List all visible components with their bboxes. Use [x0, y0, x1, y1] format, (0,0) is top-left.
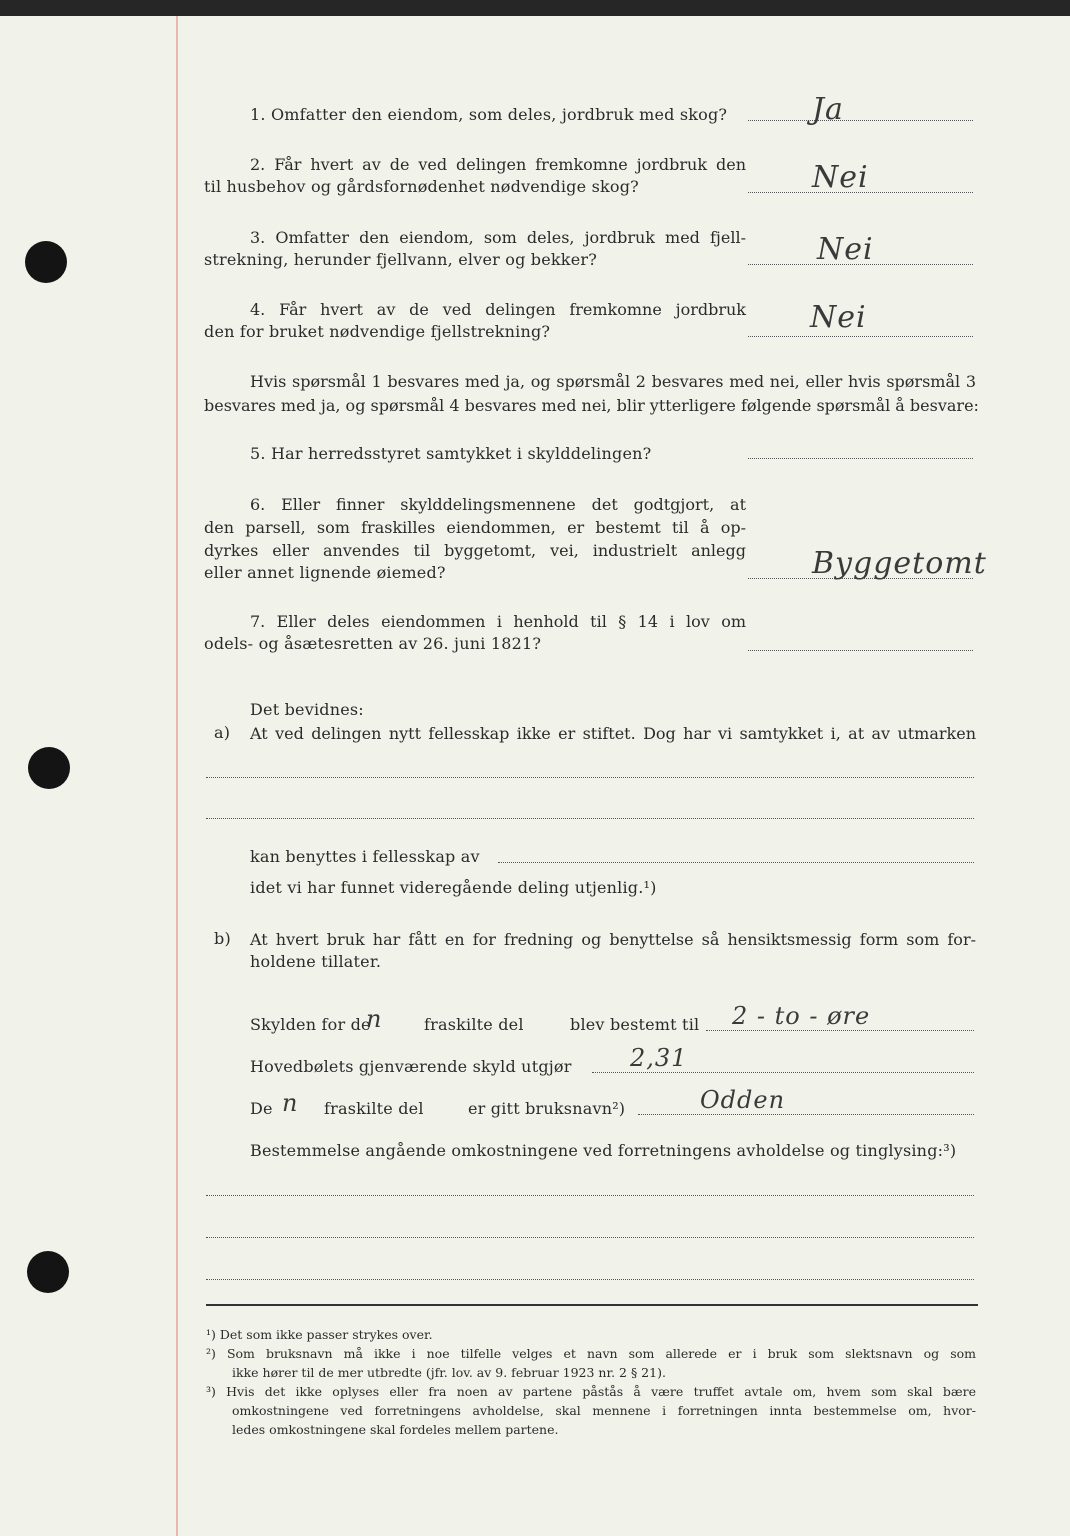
- footnote-1: ¹) Det som ikke passer strykes over.: [206, 1327, 433, 1342]
- answer-line-4: [748, 336, 973, 337]
- blank-line: [206, 1237, 974, 1238]
- bestemmelse-label: Bestemmelse angående omkostningene ved forretningens avholdelse og tinglysing:³): [250, 1141, 957, 1160]
- skyld-line: [706, 1030, 974, 1031]
- question-2-line-2: til husbehov og gårdsfornødenhet nødvendige skog?: [204, 177, 639, 196]
- question-1: 1. Omfatter den eiendom, som deles, jordbruk med skog?: [250, 105, 728, 124]
- bruksnavn-value-handwritten: Odden: [700, 1086, 786, 1114]
- skyld-value-handwritten: 2 - to - øre: [732, 1002, 871, 1030]
- question-5: 5. Har herredsstyret samtykket i skylddelingen?: [250, 444, 652, 463]
- answer-line-1: [748, 120, 973, 121]
- item-b-label: b): [214, 929, 231, 948]
- question-3-line-2: strekning, herunder fjellvann, elver og bekker?: [204, 250, 598, 269]
- question-6-line-1: 6. Eller finner skylddelingsmennene det godtgjort, at: [250, 495, 746, 514]
- hovedbol-line: [592, 1072, 974, 1073]
- answer-3-handwritten: Nei: [817, 232, 874, 267]
- footnote-rule: [206, 1304, 978, 1306]
- blank-line: [206, 777, 974, 778]
- footnote-2-line-1: ²) Som bruksnavn må ikke i noe tilfelle velges et navn som allerede er i bruk som slektsnavn og som: [206, 1346, 976, 1361]
- condition-line-1: Hvis spørsmål 1 besvares med ja, og spørsmål 2 besvares med nei, eller hvis spørsmål 3: [250, 372, 976, 391]
- red-margin-line: [176, 16, 178, 1536]
- kan-benyttes-text: kan benyttes i fellesskap av: [250, 847, 480, 866]
- punch-hole: [25, 241, 67, 283]
- question-3-line-1: 3. Omfatter den eiendom, som deles, jordbruk med fjell-: [250, 228, 746, 247]
- bruksnavn-label-2: fraskilte del: [324, 1099, 424, 1118]
- item-a-label: a): [214, 723, 231, 742]
- hovedbol-value-handwritten: 2,31: [630, 1044, 688, 1072]
- answer-4-handwritten: Nei: [810, 300, 867, 335]
- question-4-line-1: 4. Får hvert av de ved delingen fremkomne jordbruk: [250, 300, 746, 319]
- footnote-2-line-2: ikke hører til de mer utbredte (jfr. lov. av 9. februar 1923 nr. 2 § 21).: [232, 1365, 666, 1380]
- answer-line-5: [748, 458, 973, 459]
- question-6-line-3: dyrkes eller anvendes til byggetomt, vei, industrielt anlegg: [204, 541, 746, 560]
- footnote-3-line-1: ³) Hvis det ikke oplyses eller fra noen av partene påstås å være truffet avtale om, hvem som skal bære: [206, 1384, 976, 1399]
- bruksnavn-line: [638, 1114, 974, 1115]
- punch-hole: [28, 747, 70, 789]
- bevidnes-heading: Det bevidnes:: [250, 700, 364, 719]
- question-7-line-2: odels- og åsætesretten av 26. juni 1821?: [204, 634, 542, 653]
- answer-line-7: [748, 650, 973, 651]
- blank-line: [206, 1195, 974, 1196]
- blank-line: [206, 818, 974, 819]
- question-2-line-1: 2. Får hvert av de ved delingen fremkomne jordbruk den: [250, 155, 746, 174]
- bruksnavn-label-1: De: [250, 1099, 273, 1118]
- blank-line: [206, 1279, 974, 1280]
- skyld-label-1: Skylden for de: [250, 1015, 371, 1034]
- footnote-3-line-3: ledes omkostningene skal fordeles mellem partene.: [232, 1422, 559, 1437]
- item-a-text: At ved delingen nytt fellesskap ikke er stiftet. Dog har vi samtykket i, at av utmarken: [250, 724, 976, 743]
- punch-hole: [27, 1251, 69, 1293]
- footnote-3-line-2: omkostningene ved forretningens avholdelse, skal mennene i forretningen innta bestemmelse om, hvor-: [232, 1403, 976, 1418]
- question-4-line-2: den for bruket nødvendige fjellstrekning?: [204, 322, 551, 341]
- item-b-line-1: At hvert bruk har fått en for fredning og benyttelse så hensiktsmessig form som for-: [250, 930, 976, 949]
- bruksnavn-hand-n: n: [282, 1089, 299, 1117]
- condition-line-2: besvares med ja, og spørsmål 4 besvares med nei, blir ytterligere følgende spørsmål å besvare:: [204, 396, 979, 415]
- bruksnavn-label-3: er gitt bruksnavn²): [468, 1099, 626, 1118]
- scan-top-edge: [0, 0, 1070, 16]
- item-b-line-2: holdene tillater.: [250, 952, 382, 971]
- blank-line: [498, 862, 974, 863]
- answer-1-handwritten: Ja: [812, 92, 844, 127]
- question-7-line-1: 7. Eller deles eiendommen i henhold til § 14 i lov om: [250, 612, 746, 631]
- question-6-line-2: den parsell, som fraskilles eiendommen, er bestemt til å op-: [204, 518, 746, 537]
- answer-2-handwritten: Nei: [812, 160, 869, 195]
- hovedbol-label: Hovedbølets gjenværende skyld utgjør: [250, 1057, 572, 1076]
- skyld-label-2: fraskilte del: [424, 1015, 524, 1034]
- answer-6-handwritten: Byggetomt: [812, 546, 987, 581]
- skyld-hand-n: n: [366, 1005, 383, 1033]
- question-6-line-4: eller annet lignende øiemed?: [204, 563, 446, 582]
- idet-text: idet vi har funnet videregående deling utjenlig.¹): [250, 878, 657, 897]
- skyld-label-3: blev bestemt til: [570, 1015, 700, 1034]
